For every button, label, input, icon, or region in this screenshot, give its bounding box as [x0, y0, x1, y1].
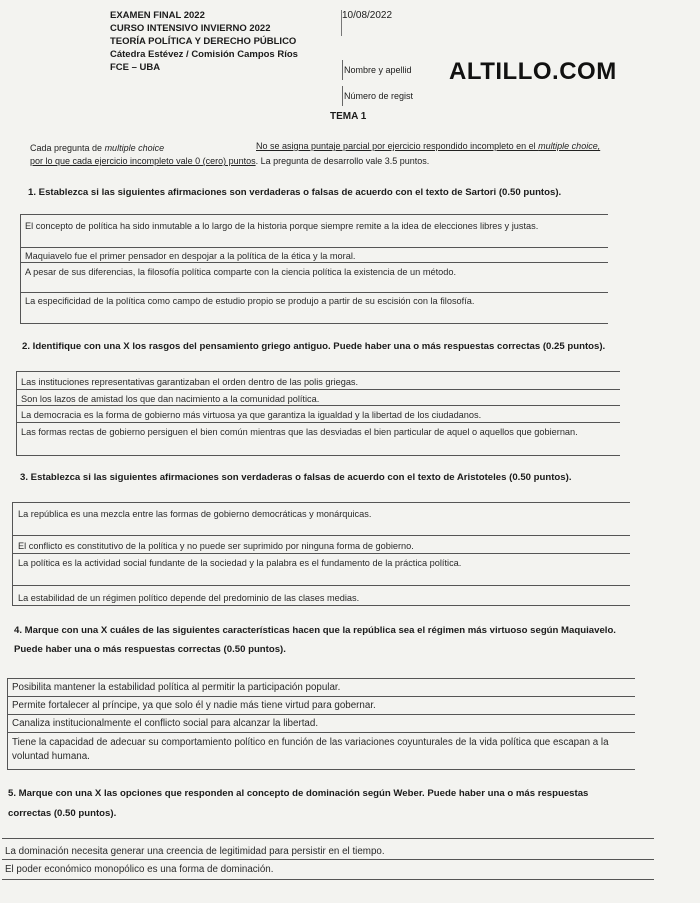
exam-date: 10/08/2022	[342, 10, 393, 21]
q2-table-left	[16, 371, 17, 456]
question-3-title: 3. Establezca si las siguientes afirmaciones son verdaderas o falsas de acuerdo con el texto de Aristoteles (0.50 puntos).	[20, 472, 572, 483]
q2-option-1[interactable]: Las instituciones representativas garantizaban el orden dentro de las polis griegas.	[21, 377, 359, 387]
q4-option-4[interactable]: Tiene la capacidad de adecuar su comportamiento político en función de las variaciones coyunturales de la vida política que escapan a la voluntad humana.	[12, 737, 609, 762]
q5-divider	[2, 879, 654, 880]
q4-option-3[interactable]: Canaliza institucionalmente el conflicto social para alcanzar la libertad.	[12, 718, 319, 729]
q4-divider	[7, 732, 635, 733]
name-field-label: Nombre y apellid	[344, 65, 412, 75]
question-1-title: 1. Establezca si las siguientes afirmaciones son verdaderas o falsas de acuerdo con el texto de Sartori (0.50 puntos).	[28, 187, 562, 198]
exam-title: EXAMEN FINAL 2022	[110, 10, 205, 21]
chair-name: Cátedra Estévez / Comisión Campos Ríos	[110, 49, 298, 60]
q2-option-4[interactable]: Las formas rectas de gobierno persiguen el bien común mientras que las desviadas el bien particular de aquel o aquellos que gobiernan.	[21, 427, 578, 437]
q4-table-bottom	[7, 769, 635, 770]
instructions-line-1-underlined: No se asigna puntaje parcial por ejercicio respondido incompleto en el multiple choice,	[256, 141, 601, 151]
question-2-title: 2. Identifique con una X los rasgos del pensamiento griego antiguo. Puede haber una o más respuestas correctas (0.25 puntos).	[22, 341, 606, 352]
instructions-line-1: Cada pregunta de multiple choice	[30, 143, 165, 153]
tema-label: TEMA 1	[330, 111, 367, 122]
q4-table-top	[7, 678, 635, 679]
q2-divider	[16, 422, 620, 423]
altillo-logo: ALTILLO.COM	[449, 58, 617, 85]
q4-option-2[interactable]: Permite fortalecer al príncipe, ya que solo él y nadie más tiene virtud para gobernar.	[12, 700, 376, 711]
q5-divider	[2, 859, 654, 860]
q2-divider	[16, 405, 620, 406]
question-5-title-line-1: 5. Marque con una X las opciones que responden al concepto de dominación según Weber. Puede haber una o más respuestas	[8, 788, 589, 799]
q1-divider	[20, 247, 608, 248]
q2-table-bottom	[16, 455, 620, 456]
reg-field-label: Número de regist	[344, 91, 414, 101]
q3-option-2[interactable]: El conflicto es constitutivo de la política y no puede ser suprimido por ninguna forma de gobierno.	[18, 541, 414, 551]
q4-option-1[interactable]: Posibilita mantener la estabilidad política al permitir la participación popular.	[12, 682, 341, 693]
question-4-title-line-2: Puede haber una o más respuestas correctas (0.50 puntos).	[14, 644, 286, 655]
q3-option-3[interactable]: La política es la actividad social fundante de la sociedad y la palabra es el fundamento de la práctica política.	[18, 558, 462, 568]
q1-table-left	[20, 214, 21, 324]
q4-divider	[7, 714, 635, 715]
q1-divider	[20, 262, 608, 263]
q3-option-4[interactable]: La estabilidad de un régimen político depende del predominio de las clases medias.	[18, 593, 360, 603]
q1-option-1[interactable]: El concepto de política ha sido inmutable a lo largo de la historia porque siempre remite a la idea de elecciones libres y justas.	[25, 221, 539, 231]
q1-option-3[interactable]: A pesar de sus diferencias, la filosofía política comparte con la ciencia política la existencia de un método.	[25, 267, 457, 277]
subject-name: TEORÍA POLÍTICA Y DERECHO PÚBLICO	[110, 36, 297, 47]
q4-divider	[7, 696, 635, 697]
q3-divider	[12, 585, 630, 586]
q3-divider	[12, 535, 630, 536]
q5-option-2[interactable]: El poder económico monopólico es una forma de dominación.	[5, 864, 274, 875]
q1-table-top	[20, 214, 608, 215]
question-5-title-line-2: correctas (0.50 puntos).	[8, 808, 117, 819]
instructions-line-2: por lo que cada ejercicio incompleto vale 0 (cero) puntos. La pregunta de desarrollo vale 3.5 puntos.	[30, 156, 430, 166]
q2-table-top	[16, 371, 620, 372]
course-name: CURSO INTENSIVO INVIERNO 2022	[110, 23, 271, 34]
q3-table-left	[12, 502, 13, 606]
q3-table-bottom	[12, 605, 630, 606]
faculty-name: FCE – UBA	[110, 62, 161, 73]
reg-field-border	[342, 86, 343, 106]
q2-option-2[interactable]: Son los lazos de amistad los que dan nacimiento a la comunidad política.	[21, 394, 320, 404]
q3-divider	[12, 553, 630, 554]
q2-option-3[interactable]: La democracia es la forma de gobierno más virtuosa ya que garantiza la igualdad y la libertad de los ciudadanos.	[21, 410, 482, 420]
q3-option-1[interactable]: La república es una mezcla entre las formas de gobierno democráticas y monárquicas.	[18, 509, 372, 519]
q4-table-left	[7, 678, 8, 770]
q5-option-1[interactable]: La dominación necesita generar una creencia de legitimidad para persistir en el tiempo.	[5, 846, 385, 857]
q5-table-top	[2, 838, 654, 839]
q1-option-4[interactable]: La especificidad de la política como campo de estudio propio se produjo a partir de su escisión con la filosofía.	[25, 296, 475, 306]
name-field-border	[342, 60, 343, 80]
q1-divider	[20, 292, 608, 293]
q1-table-bottom	[20, 323, 608, 324]
q1-option-2[interactable]: Maquiavelo fue el primer pensador en despojar a la política de la ética y la moral.	[25, 251, 356, 261]
q3-table-top	[12, 502, 630, 503]
question-4-title-line-1: 4. Marque con una X cuáles de las siguientes características hacen que la república sea el régimen más virtuoso según Maquiavelo.	[14, 625, 616, 636]
q2-divider	[16, 389, 620, 390]
